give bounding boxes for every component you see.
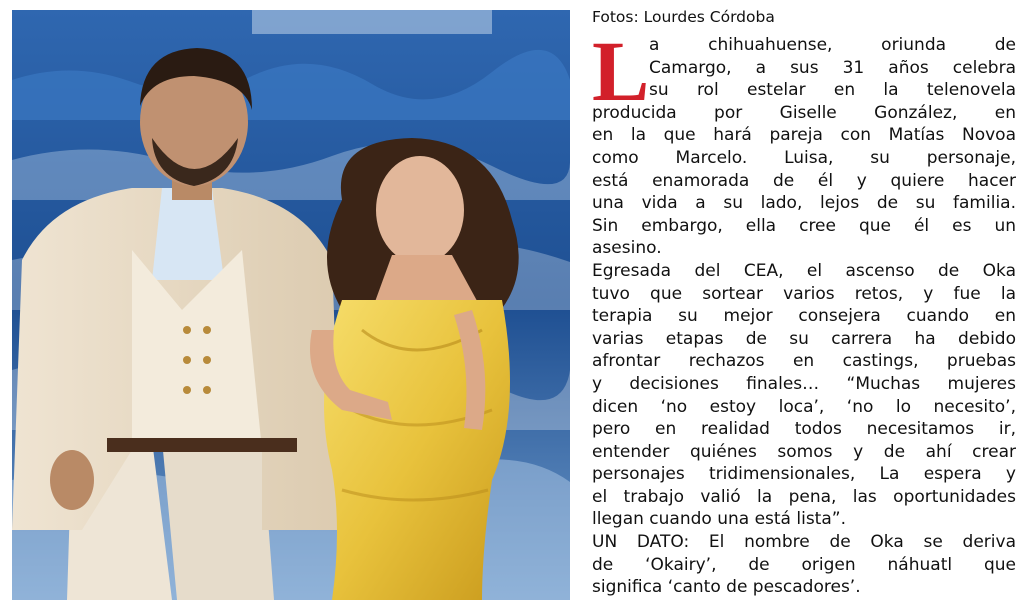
article-line: UN DATO: El nombre de Oka se deriva xyxy=(592,532,1016,553)
article-column xyxy=(592,6,1016,606)
article-line: llegan cuando una está lista”. xyxy=(592,509,846,530)
article-line: terapia su mejor consejera cuando en xyxy=(592,306,1016,327)
article-line: tuvo que sortear varios retos, y fue la xyxy=(592,283,1016,304)
article-line: su rol estelar en la telenovela xyxy=(649,80,1016,101)
article-line: personajes tridimensionales, La espera y xyxy=(592,464,1016,485)
article-line: está enamorada de él y quiere hacer xyxy=(592,170,1016,191)
article-line: dicen ‘no estoy loca’, ‘no lo necesito’, xyxy=(592,396,1016,417)
article-line: producida por Giselle González, en xyxy=(592,102,1016,123)
article-line: una vida a su lado, lejos de su familia. xyxy=(592,193,1016,214)
article-line: varias etapas de su carrera ha debido xyxy=(592,328,1016,349)
article-line: en la que hará pareja con Matías Novoa xyxy=(592,125,1016,146)
article-photo xyxy=(12,10,570,600)
article-line: asesino. xyxy=(592,238,662,259)
photo-credit: Fotos: Lourdes Córdoba xyxy=(592,8,775,26)
article-line: pero en realidad todos necesitamos ir, xyxy=(592,419,1016,440)
article-line: significa ‘canto de pescadores’. xyxy=(592,577,861,598)
article-line: a chihuahuense, oriunda de xyxy=(649,35,1016,55)
article-line: afrontar rechazos en castings, pruebas xyxy=(592,351,1016,372)
photo-couple-red-carpet xyxy=(12,10,570,600)
article-line: el trabajo valió la pena, las oportunidades xyxy=(592,486,1016,507)
article-line: y decisiones finales… “Muchas mujeres xyxy=(592,373,1016,394)
article-line: Camargo, a sus 31 años celebra xyxy=(649,57,1016,78)
article-line: de ‘Okairy’, de origen náhuatl que xyxy=(592,554,1016,575)
article-line: entender quiénes somos y de ahí crear xyxy=(592,441,1016,462)
article-line: Sin embargo, ella cree que él es un xyxy=(592,215,1016,236)
drop-cap: L xyxy=(592,23,650,119)
article-line: Egresada del CEA, el ascenso de Oka xyxy=(592,260,1016,281)
article-line: como Marcelo. Luisa, su personaje, xyxy=(592,147,1016,168)
